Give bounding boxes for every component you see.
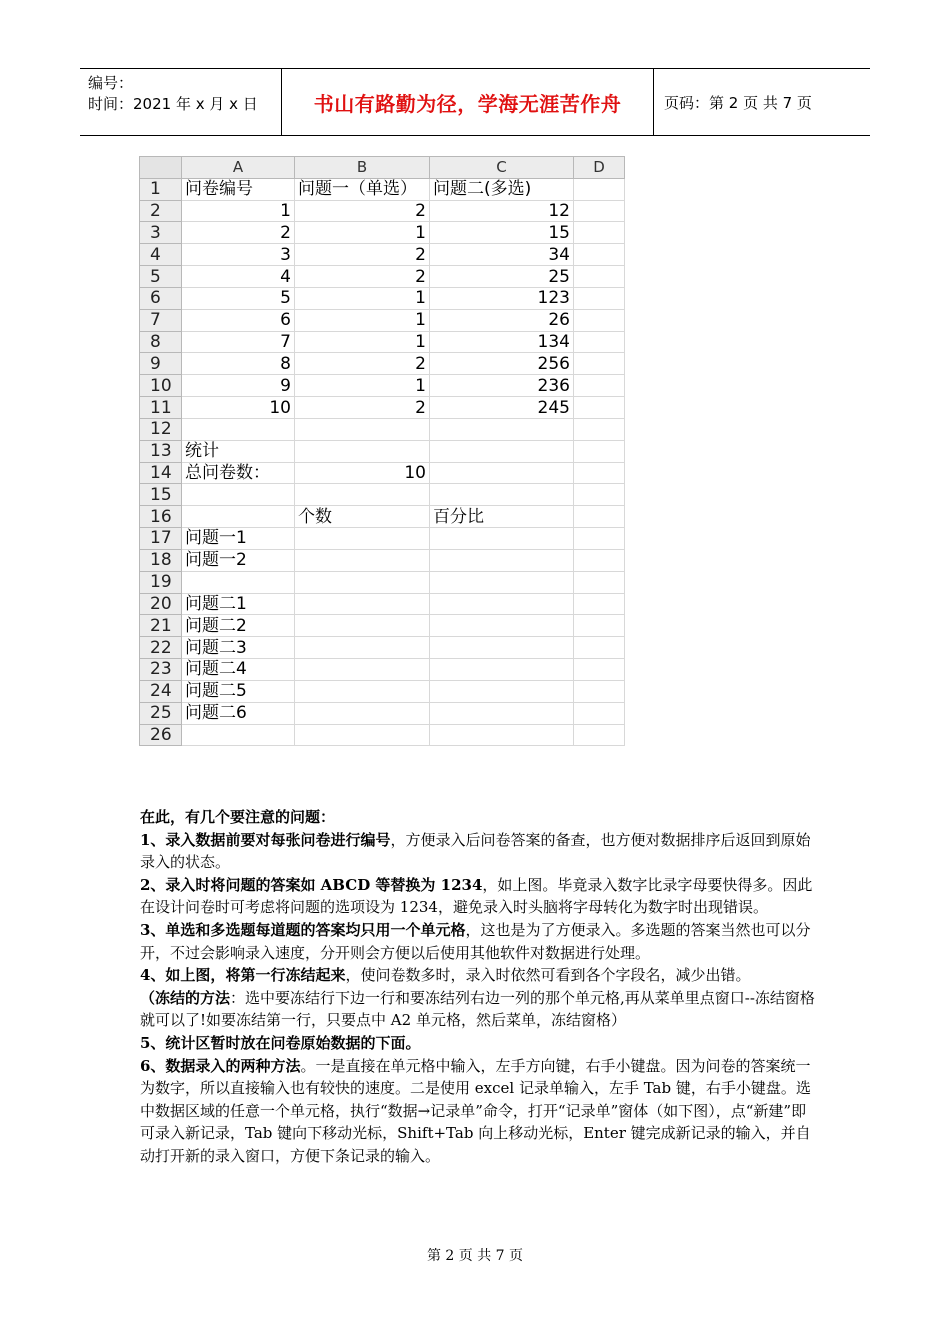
sheet-row: [140, 178, 625, 200]
note-item-3: [140, 919, 820, 964]
row-number: 18: [140, 549, 182, 571]
select-all-corner: [140, 157, 182, 179]
sheet-row: [140, 680, 625, 702]
row-number: 10: [140, 375, 182, 397]
cell-c[interactable]: 236: [430, 375, 574, 397]
page-footer: 第 2 页 共 7 页: [426, 1248, 524, 1264]
cell-b[interactable]: 1: [295, 375, 430, 397]
row-number: 5: [140, 266, 182, 288]
cell-a[interactable]: 8: [182, 353, 295, 375]
row-number: 1: [140, 178, 182, 200]
sheet-row: [140, 244, 625, 266]
note-item-4: [140, 964, 820, 987]
cell-b[interactable]: [295, 615, 430, 637]
column-header-d: D: [574, 157, 625, 179]
header-page-number: 页码：第 2 页 共 7 页: [664, 93, 812, 112]
cell-c[interactable]: [430, 418, 574, 440]
cell-a[interactable]: 总问卷数：: [182, 462, 295, 484]
cell-c[interactable]: [430, 593, 574, 615]
note-item-6: [140, 1055, 820, 1168]
row-number: 15: [140, 484, 182, 506]
cell-c[interactable]: [430, 571, 574, 593]
cell-c[interactable]: 问题二(多选): [430, 178, 574, 200]
spreadsheet-screenshot: [139, 156, 624, 772]
cell-d[interactable]: [574, 571, 625, 593]
cell-d[interactable]: [574, 506, 625, 528]
note-item-5-bold: 5、统计区暂时放在问卷原始数据的下面。: [140, 1033, 421, 1052]
row-number: 11: [140, 397, 182, 419]
cell-d[interactable]: [574, 418, 625, 440]
document-header: [80, 68, 870, 136]
row-number: 23: [140, 659, 182, 681]
row-number: 26: [140, 724, 182, 746]
column-header-row: [140, 157, 625, 179]
sheet-row: [140, 593, 625, 615]
cell-a[interactable]: 7: [182, 331, 295, 353]
cell-b[interactable]: 问题一（单选）: [295, 178, 430, 200]
cell-b[interactable]: [295, 418, 430, 440]
cell-a[interactable]: [182, 506, 295, 528]
cell-d[interactable]: [574, 615, 625, 637]
cell-b[interactable]: [295, 528, 430, 550]
note-item-1: [140, 829, 820, 874]
cell-d[interactable]: [574, 331, 625, 353]
cell-a[interactable]: 3: [182, 244, 295, 266]
cell-d[interactable]: [574, 222, 625, 244]
row-number: 16: [140, 506, 182, 528]
cell-d[interactable]: [574, 375, 625, 397]
freeze-method-text: ：选中要冻结行下边一行和要冻结列右边一列的那个单元格,再从菜单里点窗口--冻结窗格就可以了!如要冻结第一行，只要点中 A2 单元格，然后菜单，冻结窗格）: [140, 988, 815, 1030]
sheet-row: [140, 397, 625, 419]
sheet-row: [140, 549, 625, 571]
cell-d[interactable]: [574, 724, 625, 746]
cell-c[interactable]: 256: [430, 353, 574, 375]
row-number: 24: [140, 680, 182, 702]
cell-c[interactable]: [430, 680, 574, 702]
cell-c[interactable]: 123: [430, 287, 574, 309]
row-number: 21: [140, 615, 182, 637]
cell-d[interactable]: [574, 484, 625, 506]
cell-b[interactable]: 2: [295, 397, 430, 419]
cell-a[interactable]: 问卷编号: [182, 178, 295, 200]
cell-b[interactable]: 2: [295, 244, 430, 266]
cell-d[interactable]: [574, 637, 625, 659]
cell-a[interactable]: 问题一1: [182, 528, 295, 550]
cell-a[interactable]: 10: [182, 397, 295, 419]
row-number: 14: [140, 462, 182, 484]
intro-heading: 在此，有几个要注意的问题：: [140, 808, 336, 826]
cell-a[interactable]: 2: [182, 222, 295, 244]
sheet-row: [140, 484, 625, 506]
note-item-2-text: ，如上图。毕竟录入数字比录字母要快得多。因此在设计问卷时可考虑将问题的选项设为 1234，避免录入时头脑将字母转化为数字时出现错误。: [140, 875, 813, 917]
sheet-row: [140, 571, 625, 593]
note-item-1-bold: 1、录入数据前要对每张问卷进行编号: [140, 830, 391, 849]
note-item-3-bold: 3、单选和多选题每道题的答案均只用一个单元格: [140, 920, 466, 939]
row-number: 7: [140, 309, 182, 331]
row-number: 25: [140, 702, 182, 724]
cell-a[interactable]: 问题二2: [182, 615, 295, 637]
cell-c[interactable]: 12: [430, 200, 574, 222]
cell-c[interactable]: [430, 528, 574, 550]
sheet-row: [140, 375, 625, 397]
note-item-2: [140, 874, 820, 919]
cell-b[interactable]: 1: [295, 222, 430, 244]
cell-b[interactable]: 10: [295, 462, 430, 484]
row-number: 9: [140, 353, 182, 375]
sheet-row: [140, 287, 625, 309]
row-number: 6: [140, 287, 182, 309]
row-number: 4: [140, 244, 182, 266]
cell-b[interactable]: [295, 571, 430, 593]
column-header-c: C: [430, 157, 574, 179]
cell-c[interactable]: 34: [430, 244, 574, 266]
cell-d[interactable]: [574, 549, 625, 571]
cell-c[interactable]: [430, 484, 574, 506]
cell-d[interactable]: [574, 528, 625, 550]
column-header-b: B: [295, 157, 430, 179]
cell-c[interactable]: 百分比: [430, 506, 574, 528]
cell-d[interactable]: [574, 244, 625, 266]
cell-d[interactable]: [574, 659, 625, 681]
cell-b[interactable]: 个数: [295, 506, 430, 528]
intro-line: [140, 806, 820, 829]
cell-b[interactable]: 2: [295, 266, 430, 288]
cell-b[interactable]: [295, 440, 430, 462]
cell-c[interactable]: [430, 462, 574, 484]
cell-d[interactable]: [574, 593, 625, 615]
cell-d[interactable]: [574, 353, 625, 375]
cell-b[interactable]: 1: [295, 309, 430, 331]
cell-d[interactable]: [574, 440, 625, 462]
sheet-row: [140, 331, 625, 353]
cell-d[interactable]: [574, 266, 625, 288]
cell-a[interactable]: 1: [182, 200, 295, 222]
sheet-row: [140, 528, 625, 550]
body-text: [140, 806, 820, 1168]
cell-b[interactable]: [295, 659, 430, 681]
sheet-row: [140, 200, 625, 222]
cell-b[interactable]: [295, 593, 430, 615]
cell-d[interactable]: [574, 287, 625, 309]
sheet-row: [140, 309, 625, 331]
cell-d[interactable]: [574, 680, 625, 702]
document-date-label: 时间：2021 年 x 月 x 日: [88, 95, 258, 113]
cell-b[interactable]: [295, 680, 430, 702]
cell-b[interactable]: 1: [295, 287, 430, 309]
cell-a[interactable]: 5: [182, 287, 295, 309]
cell-c[interactable]: 245: [430, 397, 574, 419]
cell-a[interactable]: [182, 571, 295, 593]
sheet-row: [140, 702, 625, 724]
cell-d[interactable]: [574, 702, 625, 724]
cell-b[interactable]: 1: [295, 331, 430, 353]
cell-d[interactable]: [574, 397, 625, 419]
cell-b[interactable]: [295, 549, 430, 571]
cell-c[interactable]: [430, 440, 574, 462]
row-number: 22: [140, 637, 182, 659]
row-number: 17: [140, 528, 182, 550]
cell-a[interactable]: [182, 418, 295, 440]
document-number-label: 编号：: [88, 74, 134, 92]
row-number: 2: [140, 200, 182, 222]
sheet-row: [140, 506, 625, 528]
freeze-method-bold: （冻结的方法: [140, 988, 231, 1007]
row-number: 20: [140, 593, 182, 615]
cell-b[interactable]: [295, 637, 430, 659]
sheet-row: [140, 222, 625, 244]
cell-c[interactable]: 26: [430, 309, 574, 331]
cell-a[interactable]: 统计: [182, 440, 295, 462]
note-item-6-bold: 6、数据录入的两种方法: [140, 1056, 301, 1075]
cell-b[interactable]: [295, 724, 430, 746]
sheet-row: [140, 637, 625, 659]
row-number: 8: [140, 331, 182, 353]
sheet-row: [140, 615, 625, 637]
cell-b[interactable]: 2: [295, 353, 430, 375]
cell-c[interactable]: [430, 615, 574, 637]
header-motto: 书山有路勤为径，学海无涯苦作舟: [282, 69, 654, 135]
cell-d[interactable]: [574, 200, 625, 222]
sheet-row: [140, 724, 625, 746]
cell-d[interactable]: [574, 309, 625, 331]
cell-c[interactable]: [430, 659, 574, 681]
note-item-4-text: ，使问卷数多时，录入时依然可看到各个字段名，减少出错。: [345, 966, 751, 985]
freeze-method-note: [140, 987, 820, 1032]
cell-a[interactable]: 问题二4: [182, 659, 295, 681]
note-item-2-bold: 2、录入时将问题的答案如 ABCD 等替换为 1234: [140, 875, 483, 894]
cell-a[interactable]: 6: [182, 309, 295, 331]
cell-d[interactable]: [574, 462, 625, 484]
note-item-4-bold: 4、如上图，将第一行冻结起来: [140, 966, 346, 985]
cell-a[interactable]: 问题一2: [182, 549, 295, 571]
cell-a[interactable]: 9: [182, 375, 295, 397]
spreadsheet-table: [139, 156, 625, 746]
cell-a[interactable]: [182, 724, 295, 746]
note-item-1-text: ，方便录入后问卷答案的备查，也方便对数据排序后返回到原始录入的状态。: [140, 830, 811, 872]
note-item-5: [140, 1032, 820, 1055]
cell-c[interactable]: [430, 637, 574, 659]
cell-a[interactable]: 4: [182, 266, 295, 288]
header-meta-cell: [80, 69, 282, 135]
column-header-a: A: [182, 157, 295, 179]
cell-b[interactable]: [295, 484, 430, 506]
cell-a[interactable]: 问题二1: [182, 593, 295, 615]
cell-c[interactable]: [430, 549, 574, 571]
cell-c[interactable]: 15: [430, 222, 574, 244]
sheet-row: [140, 266, 625, 288]
row-number: 19: [140, 571, 182, 593]
cell-d[interactable]: [574, 178, 625, 200]
row-number: 13: [140, 440, 182, 462]
sheet-row: [140, 418, 625, 440]
cell-b[interactable]: 2: [295, 200, 430, 222]
cell-a[interactable]: 问题二5: [182, 680, 295, 702]
note-item-6-text: 。一是直接在单元格中输入，左手方向键，右手小键盘。因为问卷的答案统一为数字，所以直接输入也有较快的速度。二是使用 excel 记录单输入，左手 Tab 键，右手小键盘。选中数据区域的任意一个单元格，执行“数据→记录单”命令，打开“记录单”窗体（如下图），点“新建”即可录入新记录，Tab 键向下移动光标，Shift+Tab 向上移动光标，Enter 键完成新记录的输入，并自动打开新的录入窗口，方便下条记录的输入。: [140, 1056, 811, 1165]
note-item-3-text: ，这也是为了方便录入。多选题的答案当然也可以分开，不过会影响录入速度，分开则会方便以后使用其他软件对数据进行处理。: [140, 920, 811, 962]
sheet-row: [140, 462, 625, 484]
cell-c[interactable]: [430, 702, 574, 724]
row-number: 3: [140, 222, 182, 244]
row-number: 12: [140, 418, 182, 440]
sheet-row: [140, 440, 625, 462]
cell-a[interactable]: 问题二3: [182, 637, 295, 659]
cell-a[interactable]: 问题二6: [182, 702, 295, 724]
sheet-row: [140, 353, 625, 375]
cell-c[interactable]: 134: [430, 331, 574, 353]
cell-c[interactable]: [430, 724, 574, 746]
sheet-row: [140, 659, 625, 681]
cell-c[interactable]: 25: [430, 266, 574, 288]
cell-a[interactable]: [182, 484, 295, 506]
cell-b[interactable]: [295, 702, 430, 724]
